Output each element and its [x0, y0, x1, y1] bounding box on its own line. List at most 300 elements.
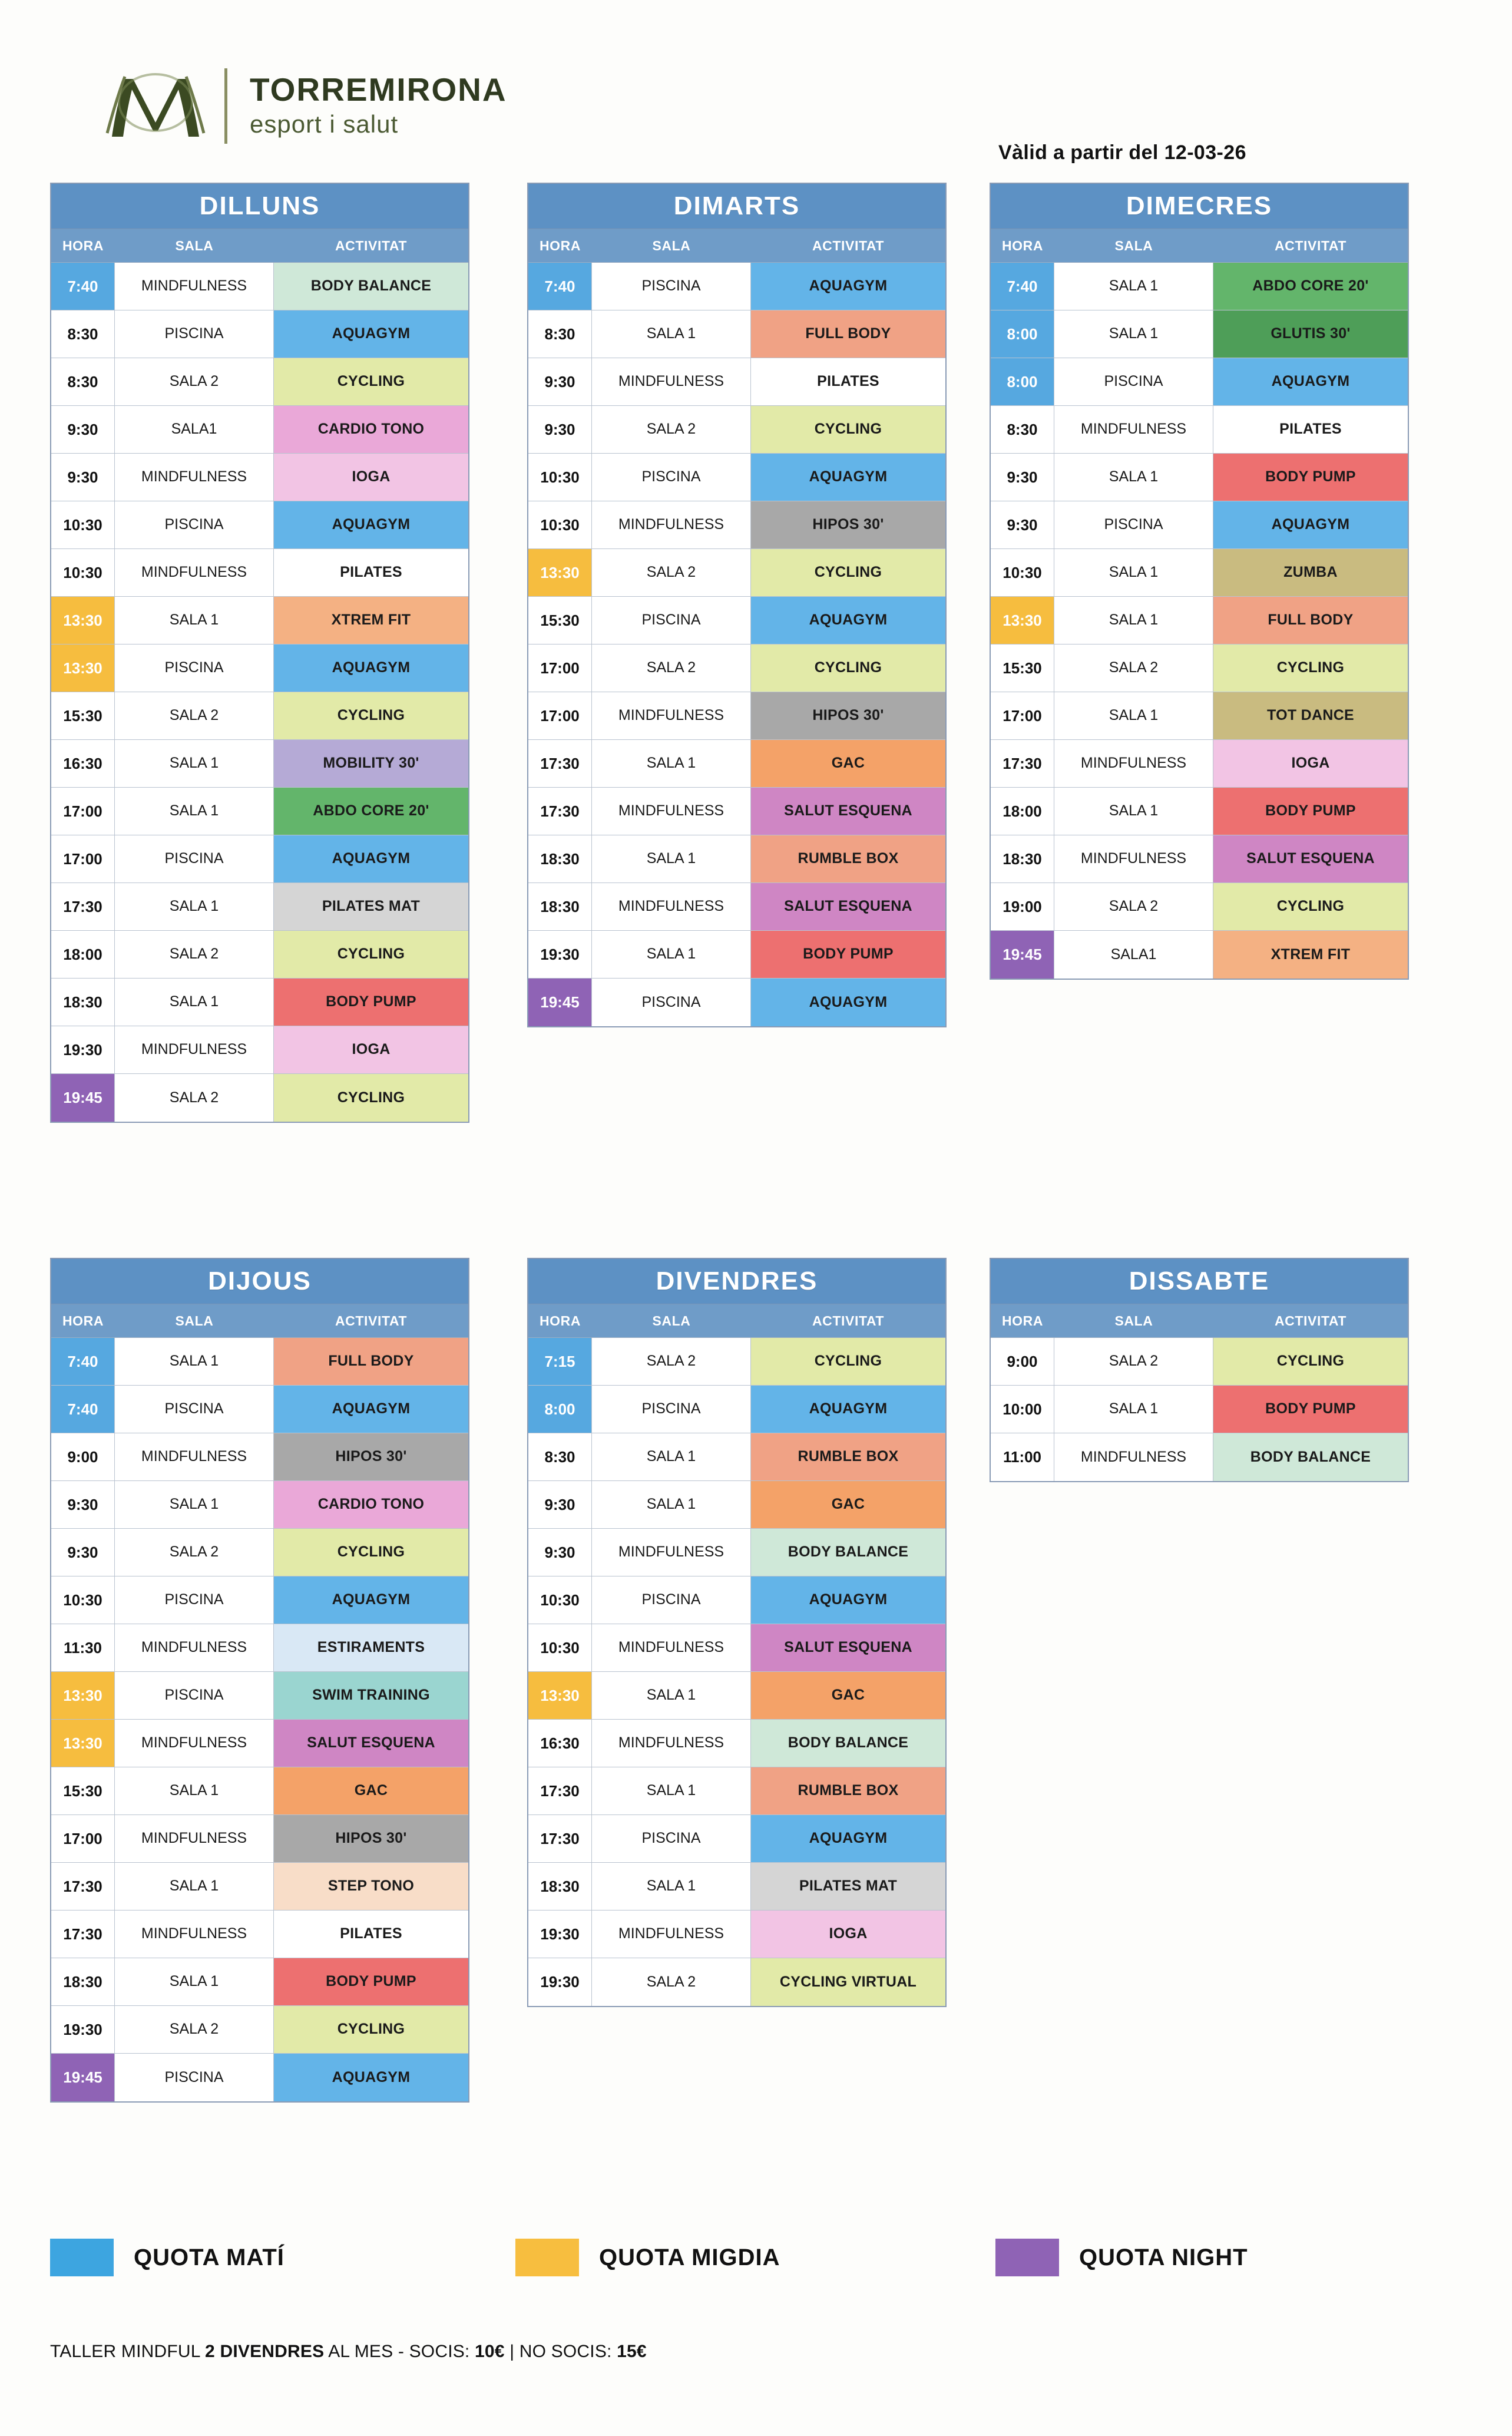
- table-row: [51, 454, 468, 501]
- cell-hora: 16:30: [51, 740, 115, 787]
- table-row: [528, 501, 945, 549]
- footnote-price-no-socis: 15€: [617, 2342, 647, 2361]
- cell-sala: SALA 1: [115, 1767, 274, 1814]
- cell-sala: SALA 2: [592, 644, 751, 692]
- table-row: [51, 1529, 468, 1576]
- cell-activitat: RUMBLE BOX: [751, 1767, 945, 1814]
- cell-sala: MINDFULNESS: [115, 1815, 274, 1862]
- page-header: [0, 35, 1512, 164]
- table-row: [51, 835, 468, 883]
- column-header-sala: SALA: [1114, 1313, 1153, 1328]
- cell-hora: 18:30: [51, 1958, 115, 2005]
- cell-hora: 10:30: [991, 549, 1054, 596]
- table-row: [528, 1529, 945, 1576]
- cell-hora: 7:40: [51, 1386, 115, 1433]
- table-row: [528, 406, 945, 454]
- cell-activitat: IOGA: [1213, 740, 1408, 787]
- cell-sala: SALA 1: [1054, 597, 1213, 644]
- cell-activitat: AQUAGYM: [751, 1815, 945, 1862]
- table-row: [991, 1433, 1408, 1481]
- column-header-sala: SALA: [1114, 237, 1153, 253]
- cell-activitat: AQUAGYM: [274, 1576, 468, 1624]
- cell-sala: MINDFULNESS: [592, 501, 751, 548]
- cell-activitat: SALUT ESQUENA: [751, 883, 945, 930]
- cell-sala: SALA 2: [592, 1338, 751, 1385]
- table-row: [991, 501, 1408, 549]
- column-header-activitat: ACTIVITAT: [335, 1313, 408, 1328]
- legend: [0, 2227, 1512, 2298]
- cell-hora: 13:30: [528, 1672, 592, 1719]
- cell-hora: 19:00: [991, 883, 1054, 930]
- cell-sala: SALA 1: [115, 740, 274, 787]
- cell-sala: SALA 1: [592, 835, 751, 882]
- cell-activitat: ZUMBA: [1213, 549, 1408, 596]
- cell-sala: SALA 1: [1054, 263, 1213, 310]
- table-row: [528, 454, 945, 501]
- table-row: [51, 597, 468, 644]
- cell-hora: 15:30: [51, 1767, 115, 1814]
- cell-hora: 18:00: [51, 931, 115, 978]
- cell-sala: SALA 1: [1054, 454, 1213, 501]
- table-row: [51, 788, 468, 835]
- cell-hora: 17:00: [51, 788, 115, 835]
- column-header-row: [991, 1304, 1408, 1338]
- table-row: [528, 931, 945, 979]
- table-row: [51, 263, 468, 310]
- table-row: [51, 979, 468, 1026]
- cell-hora: 13:30: [51, 1720, 115, 1767]
- cell-activitat: GLUTIS 30': [1213, 310, 1408, 358]
- table-row: [51, 1576, 468, 1624]
- cell-sala: PISCINA: [592, 597, 751, 644]
- cell-sala: SALA 2: [115, 1074, 274, 1122]
- table-row: [528, 310, 945, 358]
- cell-hora: 8:00: [991, 310, 1054, 358]
- table-row: [51, 549, 468, 597]
- cell-hora: 8:30: [528, 1433, 592, 1480]
- cell-hora: 7:40: [991, 263, 1054, 310]
- cell-hora: 17:30: [51, 1911, 115, 1958]
- cell-sala: SALA 2: [592, 549, 751, 596]
- cell-hora: 18:30: [528, 835, 592, 882]
- cell-hora: 13:30: [991, 597, 1054, 644]
- cell-activitat: FULL BODY: [274, 1338, 468, 1385]
- footnote-bold-divendres: 2 DIVENDRES: [205, 2342, 325, 2361]
- cell-sala: MINDFULNESS: [592, 1911, 751, 1958]
- legend-item-mati: [50, 2239, 284, 2276]
- cell-sala: SALA 1: [115, 1338, 274, 1385]
- cell-sala: SALA 1: [115, 788, 274, 835]
- cell-sala: SALA 1: [592, 1481, 751, 1528]
- table-row: [51, 1720, 468, 1767]
- column-header-row: [51, 229, 468, 263]
- cell-hora: 8:00: [528, 1386, 592, 1433]
- day-title: DISSABTE: [991, 1259, 1408, 1304]
- cell-sala: PISCINA: [592, 979, 751, 1026]
- cell-hora: 9:30: [51, 454, 115, 501]
- cell-activitat: GAC: [751, 740, 945, 787]
- cell-hora: 17:30: [51, 883, 115, 930]
- cell-hora: 10:30: [51, 501, 115, 548]
- column-header-row: [528, 229, 945, 263]
- cell-hora: 10:30: [528, 1624, 592, 1671]
- footnote-mid2: | NO SOCIS:: [504, 2342, 617, 2361]
- table-row: [51, 358, 468, 406]
- cell-activitat: CARDIO TONO: [274, 406, 468, 453]
- cell-activitat: SALUT ESQUENA: [274, 1720, 468, 1767]
- cell-activitat: ABDO CORE 20': [274, 788, 468, 835]
- cell-sala: PISCINA: [115, 1386, 274, 1433]
- table-row: [528, 1386, 945, 1433]
- cell-hora: 7:40: [528, 263, 592, 310]
- table-row: [528, 1672, 945, 1720]
- cell-activitat: PILATES: [751, 358, 945, 405]
- cell-sala: SALA 1: [592, 1863, 751, 1910]
- cell-activitat: SALUT ESQUENA: [1213, 835, 1408, 882]
- table-row: [991, 263, 1408, 310]
- table-row: [528, 1433, 945, 1481]
- cell-activitat: PILATES: [274, 1911, 468, 1958]
- cell-sala: PISCINA: [115, 310, 274, 358]
- column-header-row: [528, 1304, 945, 1338]
- cell-sala: SALA 1: [115, 1863, 274, 1910]
- cell-sala: PISCINA: [115, 835, 274, 882]
- day-table-divendres: [527, 1258, 947, 2007]
- table-row: [991, 1386, 1408, 1433]
- cell-activitat: RUMBLE BOX: [751, 1433, 945, 1480]
- day-title: DIMARTS: [528, 184, 945, 229]
- cell-sala: MINDFULNESS: [1054, 406, 1213, 453]
- cell-activitat: AQUAGYM: [274, 2054, 468, 2101]
- table-row: [528, 549, 945, 597]
- cell-sala: MINDFULNESS: [1054, 1433, 1213, 1481]
- table-row: [51, 1433, 468, 1481]
- table-row: [528, 788, 945, 835]
- table-row: [51, 740, 468, 788]
- table-row: [51, 1386, 468, 1433]
- cell-activitat: AQUAGYM: [1213, 501, 1408, 548]
- table-row: [51, 1074, 468, 1122]
- cell-activitat: BODY BALANCE: [1213, 1433, 1408, 1481]
- table-row: [51, 2054, 468, 2101]
- cell-sala: MINDFULNESS: [115, 263, 274, 310]
- cell-activitat: RUMBLE BOX: [751, 835, 945, 882]
- day-table-dissabte: [990, 1258, 1409, 1482]
- cell-sala: MINDFULNESS: [1054, 740, 1213, 787]
- cell-sala: MINDFULNESS: [592, 1624, 751, 1671]
- cell-sala: MINDFULNESS: [115, 1433, 274, 1480]
- cell-activitat: CYCLING: [751, 644, 945, 692]
- cell-hora: 13:30: [51, 1672, 115, 1719]
- brand-subtitle: esport i salut: [250, 110, 399, 138]
- cell-activitat: CYCLING: [751, 549, 945, 596]
- table-row: [51, 931, 468, 979]
- cell-hora: 10:30: [51, 1576, 115, 1624]
- validity-date: Vàlid a partir del 12-03-26: [998, 141, 1246, 164]
- column-header-hora: HORA: [1001, 1313, 1044, 1328]
- table-row: [51, 1863, 468, 1911]
- cell-sala: MINDFULNESS: [115, 1911, 274, 1958]
- cell-hora: 19:30: [528, 1958, 592, 2006]
- cell-sala: PISCINA: [115, 1672, 274, 1719]
- cell-sala: SALA 1: [1054, 549, 1213, 596]
- table-row: [528, 1338, 945, 1386]
- brand-logo: [94, 59, 507, 153]
- cell-activitat: HIPOS 30': [751, 692, 945, 739]
- table-row: [991, 931, 1408, 979]
- footnote-prefix: TALLER MINDFUL: [50, 2342, 206, 2361]
- cell-hora: 17:30: [528, 788, 592, 835]
- table-row: [51, 406, 468, 454]
- cell-hora: 19:45: [51, 1074, 115, 1122]
- table-row: [528, 1958, 945, 2006]
- cell-sala: SALA 1: [115, 597, 274, 644]
- legend-swatch-mati: [50, 2239, 114, 2276]
- legend-item-night: [995, 2239, 1248, 2276]
- table-row: [51, 2006, 468, 2054]
- cell-activitat: AQUAGYM: [751, 263, 945, 310]
- cell-activitat: AQUAGYM: [751, 979, 945, 1026]
- cell-hora: 15:30: [991, 644, 1054, 692]
- cell-activitat: PILATES: [274, 549, 468, 596]
- table-row: [528, 644, 945, 692]
- table-row: [991, 644, 1408, 692]
- cell-sala: MINDFULNESS: [592, 1720, 751, 1767]
- table-row: [991, 1338, 1408, 1386]
- cell-activitat: HIPOS 30': [751, 501, 945, 548]
- table-row: [51, 1767, 468, 1815]
- day-table-dimecres: [990, 183, 1409, 980]
- cell-activitat: ABDO CORE 20': [1213, 263, 1408, 310]
- table-row: [528, 1624, 945, 1672]
- cell-sala: SALA 1: [115, 1481, 274, 1528]
- cell-activitat: IOGA: [274, 454, 468, 501]
- cell-sala: SALA 1: [592, 1767, 751, 1814]
- day-title: DIMECRES: [991, 184, 1408, 229]
- table-row: [528, 1767, 945, 1815]
- day-title: DIVENDRES: [528, 1259, 945, 1304]
- table-row: [51, 1815, 468, 1863]
- column-header-hora: HORA: [1001, 237, 1044, 253]
- day-table-dijous: [50, 1258, 469, 2103]
- cell-activitat: BODY PUMP: [751, 931, 945, 978]
- table-row: [51, 692, 468, 740]
- cell-hora: 9:30: [528, 358, 592, 405]
- table-row: [528, 692, 945, 740]
- table-row: [51, 1911, 468, 1958]
- cell-hora: 19:45: [528, 979, 592, 1026]
- footnote: [50, 2342, 647, 2362]
- column-header-row: [991, 229, 1408, 263]
- cell-hora: 7:40: [51, 1338, 115, 1385]
- cell-sala: PISCINA: [592, 1386, 751, 1433]
- cell-hora: 9:30: [51, 406, 115, 453]
- table-row: [51, 883, 468, 931]
- table-row: [51, 1672, 468, 1720]
- cell-activitat: BODY BALANCE: [751, 1720, 945, 1767]
- cell-hora: 16:30: [528, 1720, 592, 1767]
- table-row: [991, 788, 1408, 835]
- cell-hora: 10:30: [528, 454, 592, 501]
- day-title: DIJOUS: [51, 1259, 468, 1304]
- cell-hora: 9:00: [991, 1338, 1054, 1385]
- table-row: [528, 740, 945, 788]
- cell-activitat: AQUAGYM: [751, 454, 945, 501]
- table-row: [51, 1338, 468, 1386]
- cell-sala: SALA 2: [1054, 644, 1213, 692]
- table-row: [528, 1720, 945, 1767]
- cell-hora: 7:15: [528, 1338, 592, 1385]
- footnote-mid: AL MES - SOCIS:: [324, 2342, 475, 2361]
- cell-activitat: BODY PUMP: [1213, 454, 1408, 501]
- table-row: [528, 979, 945, 1026]
- cell-activitat: BODY BALANCE: [751, 1529, 945, 1576]
- cell-sala: SALA1: [1054, 931, 1213, 979]
- cell-sala: SALA 2: [115, 692, 274, 739]
- cell-hora: 18:00: [991, 788, 1054, 835]
- cell-hora: 8:00: [991, 358, 1054, 405]
- table-row: [51, 1958, 468, 2006]
- cell-hora: 17:00: [991, 692, 1054, 739]
- cell-activitat: HIPOS 30': [274, 1433, 468, 1480]
- cell-sala: SALA 1: [592, 931, 751, 978]
- table-row: [991, 358, 1408, 406]
- cell-activitat: HIPOS 30': [274, 1815, 468, 1862]
- table-row: [991, 835, 1408, 883]
- brand-title: TORREMIRONA: [250, 71, 507, 108]
- cell-activitat: CYCLING: [274, 1529, 468, 1576]
- cell-hora: 11:30: [51, 1624, 115, 1671]
- table-row: [528, 1481, 945, 1529]
- cell-hora: 17:00: [528, 644, 592, 692]
- cell-hora: 13:30: [51, 644, 115, 692]
- cell-sala: MINDFULNESS: [592, 883, 751, 930]
- table-row: [991, 597, 1408, 644]
- cell-activitat: CYCLING: [274, 2006, 468, 2053]
- cell-hora: 13:30: [528, 549, 592, 596]
- cell-activitat: CARDIO TONO: [274, 1481, 468, 1528]
- cell-sala: SALA 2: [592, 406, 751, 453]
- cell-sala: MINDFULNESS: [115, 549, 274, 596]
- cell-hora: 17:30: [528, 740, 592, 787]
- table-row: [991, 692, 1408, 740]
- cell-hora: 9:30: [528, 406, 592, 453]
- cell-hora: 19:30: [51, 1026, 115, 1073]
- table-row: [528, 263, 945, 310]
- cell-activitat: BODY PUMP: [274, 1958, 468, 2005]
- table-row: [991, 883, 1408, 931]
- cell-sala: PISCINA: [115, 1576, 274, 1624]
- cell-sala: MINDFULNESS: [115, 1720, 274, 1767]
- cell-activitat: SALUT ESQUENA: [751, 1624, 945, 1671]
- cell-sala: PISCINA: [592, 454, 751, 501]
- cell-activitat: AQUAGYM: [1213, 358, 1408, 405]
- cell-activitat: IOGA: [274, 1026, 468, 1073]
- cell-activitat: PILATES: [1213, 406, 1408, 453]
- cell-sala: SALA 1: [1054, 692, 1213, 739]
- cell-sala: SALA 2: [1054, 883, 1213, 930]
- cell-hora: 9:30: [51, 1481, 115, 1528]
- cell-hora: 7:40: [51, 263, 115, 310]
- column-header-sala: SALA: [652, 1313, 691, 1328]
- cell-hora: 9:30: [528, 1481, 592, 1528]
- cell-hora: 9:00: [51, 1433, 115, 1480]
- cell-sala: SALA 1: [1054, 310, 1213, 358]
- cell-activitat: SALUT ESQUENA: [751, 788, 945, 835]
- cell-sala: PISCINA: [115, 501, 274, 548]
- cell-activitat: PILATES MAT: [751, 1863, 945, 1910]
- cell-sala: PISCINA: [592, 1815, 751, 1862]
- cell-hora: 17:00: [51, 1815, 115, 1862]
- cell-hora: 11:00: [991, 1433, 1054, 1481]
- table-row: [528, 1911, 945, 1958]
- cell-activitat: MOBILITY 30': [274, 740, 468, 787]
- cell-sala: SALA 1: [115, 1958, 274, 2005]
- cell-activitat: BODY PUMP: [274, 979, 468, 1026]
- cell-activitat: ESTIRAMENTS: [274, 1624, 468, 1671]
- cell-sala: MINDFULNESS: [592, 358, 751, 405]
- cell-hora: 19:45: [51, 2054, 115, 2101]
- cell-sala: MINDFULNESS: [115, 1624, 274, 1671]
- cell-activitat: GAC: [274, 1767, 468, 1814]
- cell-activitat: CYCLING: [751, 1338, 945, 1385]
- cell-sala: PISCINA: [1054, 358, 1213, 405]
- column-header-activitat: ACTIVITAT: [1274, 1313, 1347, 1328]
- cell-activitat: CYCLING: [1213, 644, 1408, 692]
- table-row: [528, 597, 945, 644]
- column-header-hora: HORA: [539, 237, 581, 253]
- cell-sala: SALA 1: [592, 740, 751, 787]
- cell-activitat: PILATES MAT: [274, 883, 468, 930]
- cell-activitat: CYCLING: [1213, 883, 1408, 930]
- cell-activitat: AQUAGYM: [274, 1386, 468, 1433]
- cell-activitat: FULL BODY: [751, 310, 945, 358]
- column-header-hora: HORA: [62, 237, 104, 253]
- cell-sala: SALA 2: [115, 358, 274, 405]
- cell-hora: 8:30: [528, 310, 592, 358]
- legend-swatch-night: [995, 2239, 1059, 2276]
- cell-activitat: GAC: [751, 1481, 945, 1528]
- cell-hora: 10:30: [528, 1576, 592, 1624]
- cell-activitat: CYCLING: [274, 931, 468, 978]
- cell-sala: SALA 1: [1054, 788, 1213, 835]
- legend-item-migdia: [515, 2239, 780, 2276]
- day-title: DILLUNS: [51, 184, 468, 229]
- cell-hora: 17:30: [528, 1815, 592, 1862]
- table-row: [991, 310, 1408, 358]
- cell-activitat: GAC: [751, 1672, 945, 1719]
- cell-sala: SALA 2: [115, 1529, 274, 1576]
- column-header-activitat: ACTIVITAT: [335, 237, 408, 253]
- cell-activitat: XTREM FIT: [274, 597, 468, 644]
- cell-activitat: AQUAGYM: [751, 1576, 945, 1624]
- cell-activitat: CYCLING: [1213, 1338, 1408, 1385]
- table-row: [51, 501, 468, 549]
- cell-sala: SALA 1: [1054, 1386, 1213, 1433]
- cell-hora: 17:30: [991, 740, 1054, 787]
- column-header-sala: SALA: [175, 237, 214, 253]
- table-row: [51, 644, 468, 692]
- cell-sala: SALA1: [115, 406, 274, 453]
- cell-sala: MINDFULNESS: [592, 1529, 751, 1576]
- cell-sala: SALA 2: [1054, 1338, 1213, 1385]
- cell-activitat: CYCLING VIRTUAL: [751, 1958, 945, 2006]
- cell-sala: PISCINA: [1054, 501, 1213, 548]
- footnote-price-socis: 10€: [475, 2342, 505, 2361]
- cell-sala: SALA 2: [115, 931, 274, 978]
- day-table-dimarts: [527, 183, 947, 1027]
- table-row: [991, 740, 1408, 788]
